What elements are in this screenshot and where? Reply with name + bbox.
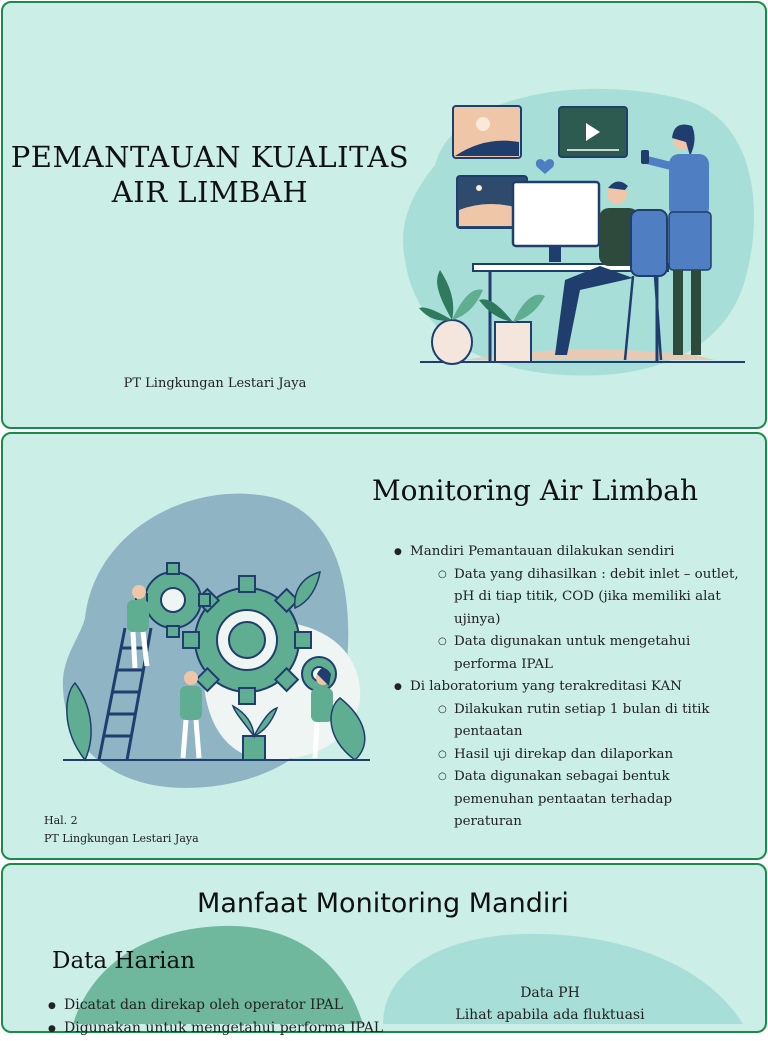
company-name: PT Lingkungan Lestari Jaya (123, 376, 307, 391)
workspace-illustration (395, 70, 765, 390)
list-item: ○ Data digunakan sebagai bentuk pemenuhan pentaatan terhadap peraturan (410, 766, 744, 834)
list-item: ○ Data yang dihasilkan : debit inlet – outlet, pH di tiap titik, COD (jika memiliki alat ujinya) (410, 564, 744, 632)
page-number: Hal. 2 (44, 814, 78, 827)
list-item (394, 676, 744, 834)
list-item: ○ Data digunakan untuk mengetahui performa IPAL (410, 631, 744, 676)
bullet-text: Mandiri Pemantauan dilakukan sendiri (410, 544, 675, 559)
bullet-text: Di laboratorium yang terakreditasi KAN (410, 679, 682, 694)
daily-data-list (48, 994, 383, 1040)
ph-fluctuation-note: Lihat apabila ada fluktuasi (455, 1007, 645, 1023)
title-line-1: PEMANTAUAN KUALITAS (10, 140, 410, 174)
monitoring-bullet-list (394, 541, 744, 834)
list-item: ○ Dilakukan rutin setiap 1 bulan di titik pentaatan (410, 699, 744, 744)
slide-2-footer (44, 812, 199, 848)
list-item: ● Digunakan untuk mengetahui performa IPAL (48, 1017, 383, 1040)
list-item (394, 541, 744, 676)
list-item: ○ Hasil uji direkap dan dilaporkan (410, 744, 744, 767)
list-item: ● Dicatat dan direkap oleh operator IPAL (48, 994, 383, 1017)
ph-data-label: Data PH (520, 985, 580, 1001)
slide-2-title: Monitoring Air Limbah (372, 474, 699, 507)
slide-3-title: Manfaat Monitoring Mandiri (197, 888, 569, 919)
ph-data-note (440, 982, 660, 1026)
presentation-title (10, 140, 410, 210)
company-name: PT Lingkungan Lestari Jaya (44, 832, 199, 845)
slide-3-subtitle: Data Harian (52, 948, 196, 974)
gears-teamwork-illustration (55, 488, 380, 796)
title-line-2: AIR LIMBAH (111, 174, 309, 209)
